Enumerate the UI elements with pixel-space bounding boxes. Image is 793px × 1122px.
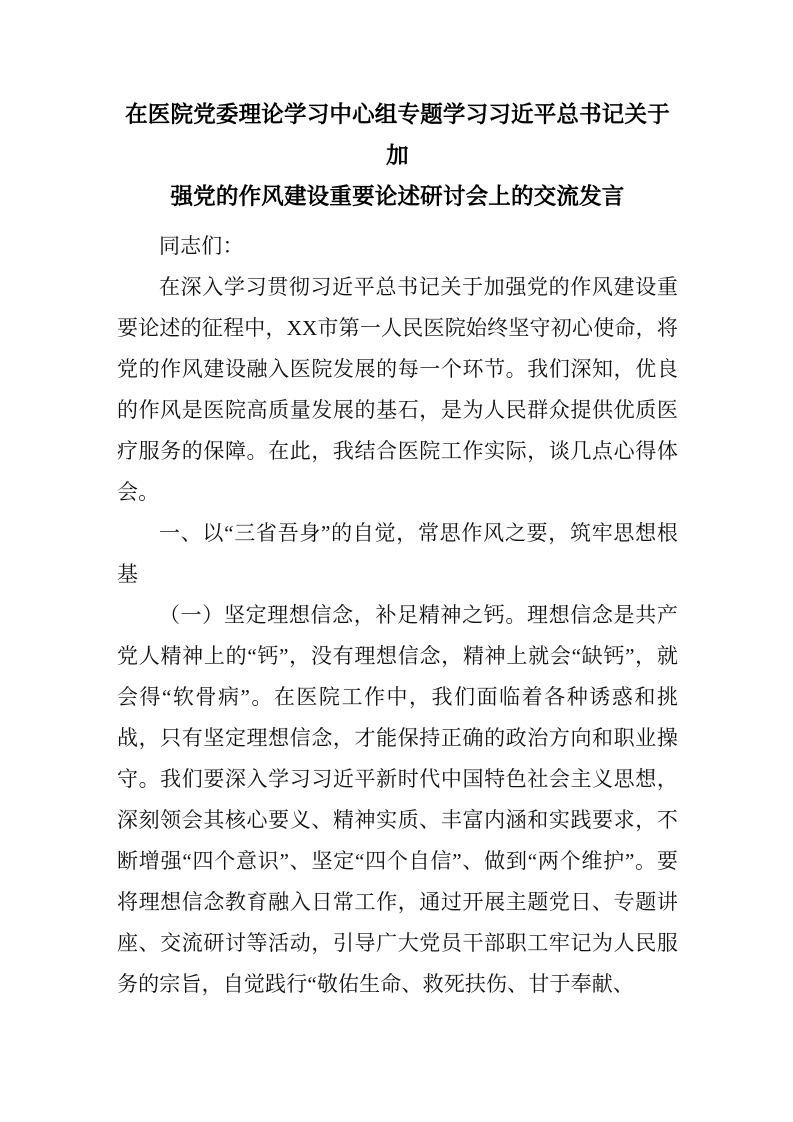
document-title-line-1: 在医院党委理论学习中心组专题学习习近平总书记关于加 (125, 102, 670, 168)
document-title (117, 94, 678, 217)
document-body (117, 94, 678, 1005)
opening-paragraph: 在深入学习贯彻习近平总书记关于加强党的作风建设重要论述的征程中，XX市第一人民医院始终坚守初心使命，将党的作风建设融入医院发展的每一个环节。我们深知，优良的作风是医院高质量发展的基石，是为人民群众提供优质医疗服务的保障。在此，我结合医院工作实际，谈几点心得体会。 (117, 275, 678, 504)
salutation: 同志们： (159, 234, 244, 258)
document-title-line-2: 强党的作风建设重要论述研讨会上的交流发言 (170, 184, 625, 209)
section-heading-one: 一、以“三省吾身”的自觉，常思作风之要，筑牢思想根基 (117, 521, 678, 586)
subsection-paragraph-one: （一）坚定理想信念，补足精神之钙。理想信念是共产党人精神上的“钙”，没有理想信念，精神上就会“缺钙”，就会得“软骨病”。在医院工作中，我们面临着各种诱惑和挑战，只有坚定理想信念，才能保持正确的政治方向和职业操守。我们要深入学习习近平新时代中国特色社会主义思想，深刻领会其核心要义、精神实质、丰富内涵和实践要求，不断增强“四个意识”、坚定“四个自信”、做到“两个维护”。要将理想信念教育融入日常工作，通过开展主题党日、专题讲座、交流研讨等活动，引导广大党员干部职工牢记为人民服务的宗旨，自觉践行“敬佑生命、救死扶伤、甘于奉献、 (117, 603, 678, 996)
